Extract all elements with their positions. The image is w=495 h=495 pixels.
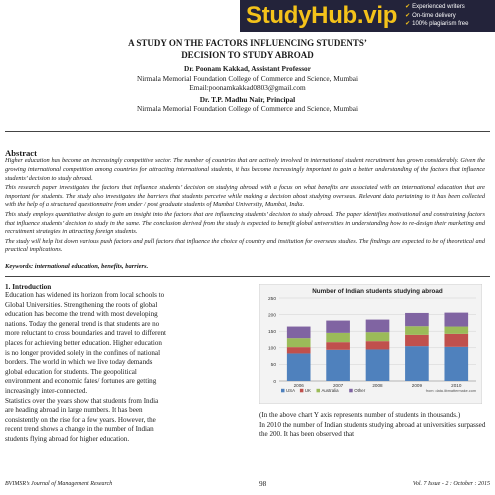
abstract-paragraph: This research paper investigates the factors that influence students’ decision on studying abroad with a focus on what benefits are associated with an international education that are important for students. The study also investigates the barriers that students perceive while making a decision about studying overseas. Relevant data pertaining to it has been collected with the help of a structured questionnaire from under / post graduate students of Mumbai University, Mumbai, India. bbox=[5, 183, 485, 209]
y-tick-label: 200 bbox=[267, 313, 276, 319]
legend-label: USA bbox=[286, 388, 296, 393]
page-number: 98 bbox=[258, 480, 267, 488]
chart-svg bbox=[259, 284, 482, 404]
x-tick-label: 2010 bbox=[451, 383, 462, 388]
bar-segment bbox=[366, 349, 390, 381]
bar-segment bbox=[326, 321, 350, 333]
intro-line: nations. Today the general trend is that students are no bbox=[5, 319, 160, 328]
legend-label: UK bbox=[304, 388, 312, 393]
author-affiliation: Nirmala Memorial Foundation College of Commerce and Science, Mumbai bbox=[136, 74, 359, 83]
studyhub-logo[interactable]: StudyHub.vip bbox=[246, 2, 398, 29]
bar-segment bbox=[287, 327, 311, 339]
bar-segment bbox=[405, 313, 429, 326]
y-tick-label: 100 bbox=[267, 346, 276, 352]
perk-item: ✔ On-time delivery bbox=[405, 12, 456, 19]
keywords: Keywords: international education, benefits, barriers. bbox=[5, 263, 149, 270]
intro-line: consistently on the rise for a few years. However, the bbox=[5, 415, 156, 424]
bar-segment bbox=[444, 347, 468, 381]
bar-segment bbox=[444, 334, 468, 347]
author-affiliation: Nirmala Memorial Foundation College of Commerce and Science, Mumbai bbox=[136, 104, 359, 113]
right-column-text bbox=[259, 411, 489, 440]
intro-line: is no longer provided solely in the confines of national bbox=[5, 348, 161, 357]
chart-title: Number of Indian students studying abroad bbox=[312, 288, 443, 295]
bar-segment bbox=[405, 346, 429, 381]
issue-info: Vol. 7 Issue - 2 : October : 2015 bbox=[412, 481, 490, 487]
abstract-heading: Abstract bbox=[5, 148, 37, 158]
legend-swatch bbox=[281, 389, 285, 393]
perk-item: ✔ Experienced writers bbox=[405, 4, 465, 11]
abstract-paragraph: This study employs quantitative design to gain an insight into the factors that are influencing students’ decision to study abroad. The paper identifies motivational and constraining factors that influence students’ decision to study in the same. The conclusion derived from the study is expected to benefit global universities in understanding how to re-design their marketing and recruitment strategies in attracting foreign students. bbox=[5, 210, 485, 236]
y-tick-label: 0 bbox=[273, 379, 276, 385]
x-tick-label: 2008 bbox=[372, 383, 383, 388]
bar-segment bbox=[366, 332, 390, 341]
abstract-paragraph: Higher education has become an increasingly competitive sector. The number of countries that are actively involved in international student recruitment has grown considerably. Given the growing international competition among countries for attracting international students, it has become increasingly important to gain a better understanding of the factors that influence students’ decision to study abroad. bbox=[5, 157, 485, 182]
intro-line: Education has widened its horizon from local schools to bbox=[5, 291, 165, 299]
banner-perks bbox=[405, 3, 468, 29]
section-heading: 1. Introduction bbox=[5, 283, 52, 291]
chart-source-note: from: data.iibmattermake.com bbox=[425, 389, 476, 393]
intro-line: education has become the trend with most developing bbox=[5, 310, 158, 319]
intro-line: Global Universities. Strengthening the roots of global bbox=[5, 300, 158, 309]
author-email: Email:poonamkakkad0803@gmail.com bbox=[189, 83, 306, 92]
intro-line: students flying abroad for higher education. bbox=[5, 434, 130, 443]
intro-line: places for achieving better education. Higher education bbox=[5, 338, 162, 347]
bar-segment bbox=[326, 350, 350, 381]
intro-line: are heading abroad in large numbers. It has been bbox=[5, 406, 143, 415]
bar-segment bbox=[326, 342, 350, 350]
legend-swatch bbox=[317, 389, 321, 393]
check-icon: ✔ bbox=[405, 21, 411, 28]
intro-line: global education for students. The geopolitical bbox=[5, 367, 137, 376]
legend-label: Australia bbox=[321, 388, 339, 393]
x-tick-label: 2009 bbox=[411, 383, 423, 388]
body-paragraph: In 2010 the number of Indian students studying abroad at universities surpassed the 200. It has been observed that bbox=[259, 420, 486, 439]
abstract-body bbox=[5, 157, 485, 256]
bar-segment bbox=[287, 347, 311, 353]
introduction-text bbox=[5, 291, 241, 445]
intro-line: more reluctant to cross boundaries and travel to different bbox=[5, 329, 166, 338]
chart-note: (In the above chart Y axis represents number of students in thousands.) bbox=[259, 411, 461, 419]
page-footer bbox=[5, 481, 490, 488]
bar-segment bbox=[287, 353, 311, 381]
author-name: Dr. Poonam Kakkad, Assistant Professor bbox=[184, 64, 311, 73]
legend-swatch bbox=[300, 389, 304, 393]
x-tick-label: 2007 bbox=[332, 383, 344, 388]
bar-segment bbox=[366, 341, 390, 349]
check-icon: ✔ bbox=[405, 12, 411, 19]
studyhub-banner[interactable] bbox=[240, 0, 495, 32]
y-tick-label: 150 bbox=[267, 330, 276, 335]
author-name: Dr. T.P. Madhu Nair, Principal bbox=[199, 95, 296, 104]
intro-line: environment and economic fates/ fortunes are getting bbox=[5, 377, 157, 386]
bar-chart bbox=[259, 284, 482, 404]
intro-line: recent trend shows a change in the number of Indian bbox=[5, 425, 154, 434]
section-divider bbox=[5, 276, 490, 277]
bar-segment bbox=[326, 333, 350, 342]
paper-title-line2: DECISION TO STUDY ABROAD bbox=[181, 50, 314, 60]
bar-segment bbox=[405, 335, 429, 346]
intro-line: increasingly inter-connected. bbox=[5, 386, 88, 395]
perk-item: ✔ 100% plagiarism free bbox=[405, 21, 469, 28]
journal-name: BVIMSR’s Journal of Management Research bbox=[5, 481, 113, 487]
x-tick-label: 2006 bbox=[293, 383, 304, 388]
bar-segment bbox=[444, 327, 468, 334]
y-tick-label: 50 bbox=[270, 363, 276, 369]
bar-segment bbox=[405, 326, 429, 335]
legend-label: Other bbox=[354, 388, 366, 393]
legend-swatch bbox=[349, 389, 353, 393]
bar-segment bbox=[287, 338, 311, 347]
paper-title-line1: A STUDY ON THE FACTORS INFLUENCING STUDENTS’ bbox=[128, 38, 367, 48]
header-divider bbox=[5, 131, 490, 132]
intro-line: Statistics over the years show that students from India bbox=[5, 396, 159, 405]
bar-segment bbox=[444, 313, 468, 327]
y-tick-label: 250 bbox=[267, 296, 276, 302]
check-icon: ✔ bbox=[405, 4, 411, 11]
bar-segment bbox=[366, 320, 390, 333]
abstract-paragraph: The study will help list down various push factors and pull factors that influence the choice of country and institution for overseas studies. The findings are expected to be of theoretical and practical implications. bbox=[5, 237, 485, 254]
intro-line: borders. The world in which we live today demands bbox=[5, 358, 153, 367]
